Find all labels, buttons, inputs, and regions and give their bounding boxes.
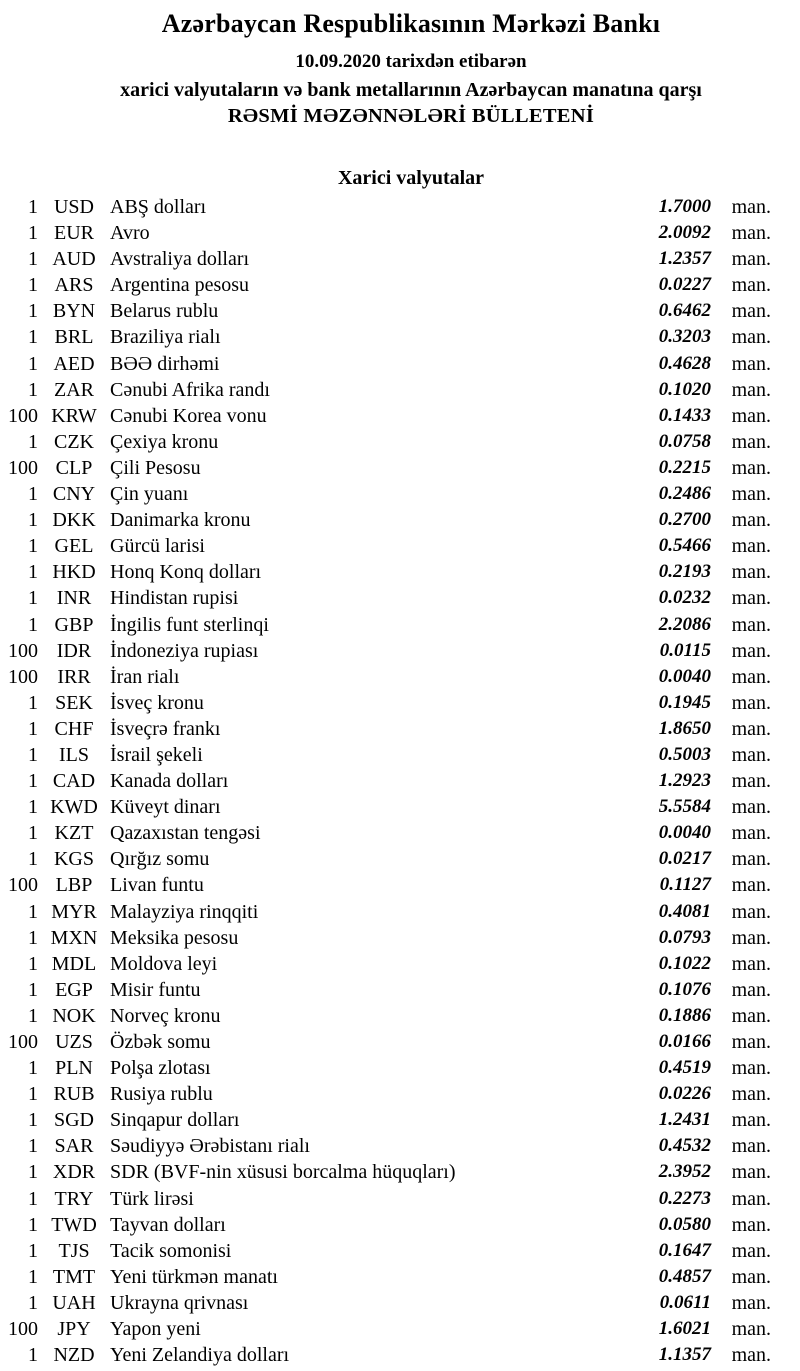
table-row bbox=[0, 455, 800, 481]
quantity-cell: 1 bbox=[28, 483, 38, 506]
table-row bbox=[0, 742, 800, 768]
currency-name-cell: Qırğız somu bbox=[110, 848, 210, 871]
rate-value-cell: 0.0758 bbox=[658, 430, 711, 452]
table-row bbox=[0, 1029, 800, 1055]
quantity-cell: 1 bbox=[28, 1004, 38, 1027]
rate-value-cell: 1.2357 bbox=[658, 248, 711, 270]
unit-label-cell: man. bbox=[731, 717, 771, 740]
currency-code-cell: HKD bbox=[52, 561, 96, 584]
rate-value-cell: 0.1433 bbox=[658, 404, 711, 426]
quantity-cell: 1 bbox=[28, 822, 38, 845]
table-row bbox=[0, 612, 800, 638]
table-row bbox=[0, 768, 800, 794]
currency-name-cell: Moldova leyi bbox=[110, 952, 218, 975]
unit-label-cell: man. bbox=[731, 1344, 771, 1367]
currency-name-cell: Ukrayna qrivnası bbox=[110, 1291, 249, 1314]
quantity-cell: 1 bbox=[28, 743, 38, 766]
unit-label-cell: man. bbox=[731, 1031, 771, 1053]
currency-code-cell: MYR bbox=[51, 900, 97, 923]
table-row bbox=[0, 403, 800, 429]
quantity-cell: 100 bbox=[8, 456, 38, 479]
currency-code-cell: CLP bbox=[55, 456, 93, 479]
currency-name-cell: Cənubi Afrika randı bbox=[110, 378, 270, 401]
unit-label-cell: man. bbox=[731, 978, 771, 1001]
currency-name-cell: İsveçrə frankı bbox=[110, 717, 221, 740]
table-row bbox=[0, 324, 800, 350]
currency-code-cell: NZD bbox=[53, 1344, 95, 1367]
bulletin-subtitle: xarici valyutaların və bank metallarının Azərbaycan manatına qarşı bbox=[120, 79, 702, 101]
currency-code-cell: SEK bbox=[55, 691, 93, 714]
bank-title: Azərbaycan Respublikasının Mərkəzi Bankı bbox=[161, 9, 661, 38]
table-row bbox=[0, 533, 800, 559]
table-row bbox=[0, 690, 800, 716]
unit-label-cell: man. bbox=[731, 1161, 771, 1184]
table-row bbox=[0, 1342, 800, 1368]
quantity-cell: 1 bbox=[28, 1109, 38, 1132]
currency-code-cell: TMT bbox=[52, 1265, 96, 1288]
rate-value-cell: 0.5003 bbox=[658, 743, 711, 765]
quantity-cell: 100 bbox=[8, 639, 38, 662]
quantity-cell: 1 bbox=[28, 378, 38, 401]
currency-code-cell: CHF bbox=[54, 717, 94, 740]
currency-code-cell: AUD bbox=[52, 248, 96, 271]
unit-label-cell: man. bbox=[731, 300, 771, 323]
unit-label-cell: man. bbox=[731, 430, 771, 453]
table-row bbox=[0, 481, 800, 507]
quantity-cell: 100 bbox=[8, 874, 38, 897]
unit-label-cell: man. bbox=[731, 796, 771, 819]
quantity-cell: 1 bbox=[28, 1057, 38, 1080]
unit-label-cell: man. bbox=[731, 874, 771, 897]
table-row bbox=[0, 272, 800, 298]
currency-code-cell: USD bbox=[53, 196, 94, 218]
unit-label-cell: man. bbox=[731, 1109, 771, 1132]
unit-label-cell: man. bbox=[731, 509, 771, 532]
unit-label-cell: man. bbox=[731, 1135, 771, 1158]
table-row bbox=[0, 246, 800, 272]
currency-name-cell: ABŞ dolları bbox=[110, 196, 207, 218]
table-row bbox=[0, 1003, 800, 1029]
currency-name-cell: Qazaxıstan tengəsi bbox=[110, 822, 261, 845]
currency-name-cell: Yeni türkmən manatı bbox=[110, 1265, 278, 1288]
currency-code-cell: CNY bbox=[52, 483, 96, 506]
currency-name-cell: Çin yuanı bbox=[110, 483, 189, 506]
unit-label-cell: man. bbox=[731, 378, 771, 401]
currency-code-cell: BRL bbox=[54, 326, 94, 349]
currency-code-cell: UAH bbox=[52, 1291, 96, 1314]
currency-code-cell: TJS bbox=[58, 1239, 90, 1262]
table-row bbox=[0, 559, 800, 585]
currency-code-cell: CZK bbox=[54, 430, 94, 453]
currency-name-cell: Argentina pesosu bbox=[110, 274, 250, 297]
currency-name-cell: Çili Pesosu bbox=[110, 456, 201, 479]
currency-name-cell: Tacik somonisi bbox=[110, 1239, 232, 1262]
unit-label-cell: man. bbox=[731, 691, 771, 714]
quantity-cell: 100 bbox=[8, 1318, 38, 1341]
unit-label-cell: man. bbox=[731, 926, 771, 949]
table-row bbox=[0, 1316, 800, 1342]
currency-name-cell: Meksika pesosu bbox=[110, 926, 239, 949]
quantity-cell: 1 bbox=[28, 1265, 38, 1288]
table-row bbox=[0, 429, 800, 455]
currency-code-cell: NOK bbox=[52, 1004, 96, 1027]
rate-value-cell: 0.0580 bbox=[658, 1213, 711, 1235]
unit-label-cell: man. bbox=[731, 1318, 771, 1341]
currency-name-cell: Misir funtu bbox=[110, 978, 201, 1001]
unit-label-cell: man. bbox=[731, 222, 771, 245]
section-title-foreign-currencies: Xarici valyutalar bbox=[337, 167, 485, 189]
currency-name-cell: Küveyt dinarı bbox=[110, 796, 221, 819]
table-row bbox=[0, 1212, 800, 1238]
table-row bbox=[0, 1186, 800, 1212]
table-row bbox=[0, 1290, 800, 1316]
unit-label-cell: man. bbox=[731, 483, 771, 506]
unit-label-cell: man. bbox=[731, 952, 771, 975]
unit-label-cell: man. bbox=[731, 1004, 771, 1027]
table-row bbox=[0, 1081, 800, 1107]
currency-name-cell: Çexiya kronu bbox=[110, 430, 219, 453]
quantity-cell: 1 bbox=[28, 1187, 38, 1210]
currency-name-cell: İran rialı bbox=[110, 665, 180, 688]
quantity-cell: 1 bbox=[28, 848, 38, 871]
currency-name-cell: Özbək somu bbox=[110, 1031, 211, 1053]
currency-name-cell: Avstraliya dolları bbox=[110, 248, 250, 271]
currency-name-cell: Malayziya rinqqiti bbox=[110, 900, 259, 923]
rate-value-cell: 1.2923 bbox=[658, 770, 711, 792]
currency-name-cell: Kanada dolları bbox=[110, 770, 229, 793]
quantity-cell: 1 bbox=[28, 900, 38, 923]
rate-value-cell: 0.2193 bbox=[658, 561, 711, 583]
unit-label-cell: man. bbox=[731, 561, 771, 584]
unit-label-cell: man. bbox=[731, 1187, 771, 1210]
unit-label-cell: man. bbox=[731, 1083, 771, 1106]
quantity-cell: 1 bbox=[28, 587, 38, 610]
currency-name-cell: İsveç kronu bbox=[110, 691, 204, 714]
rate-value-cell: 0.4519 bbox=[658, 1057, 711, 1079]
rate-value-cell: 2.0092 bbox=[658, 222, 711, 244]
rate-value-cell: 0.0232 bbox=[658, 587, 711, 609]
rate-value-cell: 0.4081 bbox=[658, 900, 711, 922]
quantity-cell: 1 bbox=[28, 300, 38, 323]
rate-value-cell: 0.1022 bbox=[658, 952, 711, 974]
rate-value-cell: 0.5466 bbox=[658, 535, 711, 557]
rate-value-cell: 0.6462 bbox=[658, 300, 711, 322]
quantity-cell: 1 bbox=[28, 926, 38, 949]
quantity-cell: 1 bbox=[28, 274, 38, 297]
table-row bbox=[0, 638, 800, 664]
currency-code-cell: BYN bbox=[52, 300, 96, 323]
unit-label-cell: man. bbox=[731, 770, 771, 793]
currency-code-cell: KZT bbox=[54, 822, 94, 845]
currency-code-cell: LBP bbox=[55, 874, 93, 897]
unit-label-cell: man. bbox=[731, 352, 771, 375]
table-row bbox=[0, 846, 800, 872]
rate-value-cell: 0.1886 bbox=[658, 1004, 711, 1026]
currency-code-cell: SGD bbox=[53, 1109, 94, 1132]
rate-value-cell: 0.0166 bbox=[658, 1031, 711, 1052]
currency-name-cell: Polşa zlotası bbox=[110, 1057, 211, 1080]
unit-label-cell: man. bbox=[731, 848, 771, 871]
currency-code-cell: EUR bbox=[54, 222, 94, 245]
currency-name-cell: Səudiyyə Ərəbistanı rialı bbox=[110, 1135, 310, 1158]
rate-value-cell: 0.1076 bbox=[658, 978, 711, 1000]
quantity-cell: 1 bbox=[28, 952, 38, 975]
currency-code-cell: ARS bbox=[54, 274, 94, 297]
currency-name-cell: Yapon yeni bbox=[110, 1318, 201, 1341]
unit-label-cell: man. bbox=[731, 196, 771, 218]
rate-value-cell: 0.4628 bbox=[658, 352, 711, 374]
quantity-cell: 1 bbox=[28, 613, 38, 636]
unit-label-cell: man. bbox=[731, 1057, 771, 1080]
currency-name-cell: Avro bbox=[110, 222, 150, 245]
currency-name-cell: Sinqapur dolları bbox=[110, 1109, 240, 1132]
currency-code-cell: DKK bbox=[52, 509, 96, 532]
currency-name-cell: Danimarka kronu bbox=[110, 509, 251, 532]
bulletin-header bbox=[0, 0, 800, 128]
table-row bbox=[0, 194, 800, 220]
unit-label-cell: man. bbox=[731, 1213, 771, 1236]
currency-code-cell: PLN bbox=[55, 1057, 93, 1080]
rate-value-cell: 0.0793 bbox=[658, 926, 711, 948]
quantity-cell: 1 bbox=[28, 1239, 38, 1262]
rate-value-cell: 0.0040 bbox=[658, 822, 711, 844]
unit-label-cell: man. bbox=[731, 404, 771, 427]
unit-label-cell: man. bbox=[731, 456, 771, 479]
currency-name-cell: SDR (BVF-nin xüsusi borcalma hüquqları) bbox=[110, 1161, 456, 1184]
bulletin-title: RƏSMİ MƏZƏNNƏLƏRİ BÜLLETENİ bbox=[227, 105, 595, 127]
unit-label-cell: man. bbox=[731, 639, 771, 662]
rate-value-cell: 0.1945 bbox=[658, 691, 711, 713]
table-row bbox=[0, 951, 800, 977]
unit-label-cell: man. bbox=[731, 613, 771, 636]
currency-name-cell: Gürcü larisi bbox=[110, 535, 205, 558]
rate-value-cell: 2.2086 bbox=[658, 613, 711, 635]
table-row bbox=[0, 925, 800, 951]
unit-label-cell: man. bbox=[731, 248, 771, 271]
currency-code-cell: RUB bbox=[53, 1083, 95, 1106]
unit-label-cell: man. bbox=[731, 665, 771, 688]
table-row bbox=[0, 794, 800, 820]
quantity-cell: 1 bbox=[28, 1213, 38, 1236]
currency-name-cell: Tayvan dolları bbox=[110, 1213, 226, 1236]
table-row bbox=[0, 1133, 800, 1159]
table-row bbox=[0, 820, 800, 846]
currency-name-cell: Yeni Zelandiya dolları bbox=[110, 1344, 290, 1367]
unit-label-cell: man. bbox=[731, 274, 771, 297]
rate-value-cell: 1.1357 bbox=[658, 1344, 711, 1366]
unit-label-cell: man. bbox=[731, 535, 771, 558]
unit-label-cell: man. bbox=[731, 743, 771, 766]
unit-label-cell: man. bbox=[731, 1265, 771, 1288]
quantity-cell: 1 bbox=[28, 222, 38, 245]
rate-value-cell: 0.0040 bbox=[658, 665, 711, 687]
quantity-cell: 1 bbox=[28, 1344, 38, 1367]
currency-name-cell: BƏƏ dirhəmi bbox=[110, 352, 220, 375]
rate-value-cell: 1.8650 bbox=[658, 717, 711, 739]
table-row bbox=[0, 507, 800, 533]
unit-label-cell: man. bbox=[731, 822, 771, 845]
quantity-cell: 1 bbox=[28, 691, 38, 714]
table-row bbox=[0, 899, 800, 925]
currency-code-cell: TRY bbox=[54, 1187, 94, 1210]
currency-code-cell: EGP bbox=[55, 978, 93, 1001]
currency-code-cell: CAD bbox=[52, 770, 96, 793]
currency-code-cell: KRW bbox=[51, 404, 97, 427]
currency-name-cell: Braziliya rialı bbox=[110, 326, 221, 349]
table-row bbox=[0, 298, 800, 324]
currency-code-cell: GBP bbox=[54, 613, 94, 636]
rate-value-cell: 0.2486 bbox=[658, 483, 711, 505]
quantity-cell: 1 bbox=[28, 717, 38, 740]
currency-code-cell: JPY bbox=[57, 1318, 91, 1341]
currency-name-cell: İsrail şekeli bbox=[110, 743, 203, 766]
effective-date: 10.09.2020 tarixdən etibarən bbox=[295, 51, 527, 72]
rates-table bbox=[0, 194, 800, 1368]
unit-label-cell: man. bbox=[731, 900, 771, 923]
quantity-cell: 100 bbox=[8, 665, 38, 688]
rate-value-cell: 0.2273 bbox=[658, 1187, 711, 1209]
currency-code-cell: IDR bbox=[56, 639, 92, 662]
quantity-cell: 1 bbox=[28, 352, 38, 375]
table-row bbox=[0, 872, 800, 898]
quantity-cell: 1 bbox=[28, 561, 38, 584]
quantity-cell: 1 bbox=[28, 770, 38, 793]
rate-value-cell: 0.0226 bbox=[658, 1083, 711, 1105]
rate-value-cell: 0.1647 bbox=[658, 1239, 711, 1261]
unit-label-cell: man. bbox=[731, 1239, 771, 1262]
rate-value-cell: 0.4532 bbox=[658, 1135, 711, 1157]
rate-value-cell: 0.2700 bbox=[658, 509, 711, 531]
rate-value-cell: 2.3952 bbox=[658, 1161, 711, 1183]
rate-value-cell: 0.2215 bbox=[658, 456, 711, 478]
currency-code-cell: ILS bbox=[59, 743, 89, 766]
unit-label-cell: man. bbox=[731, 587, 771, 610]
table-row bbox=[0, 585, 800, 611]
currency-name-cell: İngilis funt sterlinqi bbox=[110, 613, 269, 636]
currency-name-cell: Türk lirəsi bbox=[110, 1187, 194, 1210]
rate-value-cell: 0.0227 bbox=[658, 274, 711, 296]
currency-name-cell: Norveç kronu bbox=[110, 1004, 221, 1027]
table-row bbox=[0, 1159, 800, 1185]
currency-name-cell: Belarus rublu bbox=[110, 300, 219, 323]
currency-code-cell: MXN bbox=[50, 926, 98, 949]
currency-name-cell: Rusiya rublu bbox=[110, 1083, 213, 1106]
quantity-cell: 1 bbox=[28, 1135, 38, 1158]
currency-code-cell: KWD bbox=[50, 796, 98, 819]
quantity-cell: 100 bbox=[8, 404, 38, 427]
table-row bbox=[0, 1055, 800, 1081]
quantity-cell: 100 bbox=[8, 1031, 38, 1053]
currency-code-cell: GEL bbox=[54, 535, 94, 558]
rate-value-cell: 0.1020 bbox=[658, 378, 711, 400]
table-row bbox=[0, 351, 800, 377]
rate-value-cell: 1.6021 bbox=[658, 1318, 711, 1340]
rate-value-cell: 0.4857 bbox=[658, 1265, 711, 1287]
quantity-cell: 1 bbox=[28, 326, 38, 349]
currency-code-cell: MDL bbox=[51, 952, 97, 975]
rate-value-cell: 0.3203 bbox=[658, 326, 711, 348]
quantity-cell: 1 bbox=[28, 978, 38, 1001]
currency-code-cell: KGS bbox=[53, 848, 94, 871]
table-row bbox=[0, 220, 800, 246]
quantity-cell: 1 bbox=[28, 1291, 38, 1314]
currency-code-cell: INR bbox=[56, 587, 92, 610]
currency-code-cell: XDR bbox=[52, 1161, 96, 1184]
table-row bbox=[0, 377, 800, 403]
unit-label-cell: man. bbox=[731, 326, 771, 349]
currency-code-cell: TWD bbox=[51, 1213, 97, 1236]
rate-value-cell: 0.0217 bbox=[658, 848, 711, 870]
table-row bbox=[0, 664, 800, 690]
rate-value-cell: 0.1127 bbox=[659, 874, 711, 896]
table-row bbox=[0, 1107, 800, 1133]
currency-code-cell: IRR bbox=[57, 665, 91, 688]
table-row bbox=[0, 1238, 800, 1264]
currency-name-cell: Hindistan rupisi bbox=[110, 587, 239, 610]
rate-value-cell: 5.5584 bbox=[658, 796, 711, 818]
table-row bbox=[0, 977, 800, 1003]
quantity-cell: 1 bbox=[28, 509, 38, 532]
currency-code-cell: UZS bbox=[55, 1031, 93, 1053]
rate-value-cell: 1.7000 bbox=[658, 196, 711, 217]
currency-name-cell: İndoneziya rupiası bbox=[110, 639, 259, 662]
table-row bbox=[0, 1264, 800, 1290]
quantity-cell: 1 bbox=[28, 796, 38, 819]
unit-label-cell: man. bbox=[731, 1291, 771, 1314]
currency-name-cell: Honq Konq dolları bbox=[110, 561, 262, 584]
currency-name-cell: Cənubi Korea vonu bbox=[110, 404, 267, 427]
quantity-cell: 1 bbox=[28, 1161, 38, 1184]
quantity-cell: 1 bbox=[28, 1083, 38, 1106]
rate-value-cell: 0.0115 bbox=[659, 639, 711, 661]
table-row bbox=[0, 716, 800, 742]
quantity-cell: 1 bbox=[28, 430, 38, 453]
rate-value-cell: 1.2431 bbox=[658, 1109, 711, 1131]
quantity-cell: 1 bbox=[28, 535, 38, 558]
currency-name-cell: Livan funtu bbox=[110, 874, 204, 897]
quantity-cell: 1 bbox=[28, 196, 38, 218]
currency-code-cell: ZAR bbox=[54, 378, 94, 401]
currency-code-cell: SAR bbox=[54, 1135, 94, 1158]
rate-value-cell: 0.0611 bbox=[659, 1291, 711, 1313]
quantity-cell: 1 bbox=[28, 248, 38, 271]
currency-code-cell: AED bbox=[53, 352, 95, 375]
